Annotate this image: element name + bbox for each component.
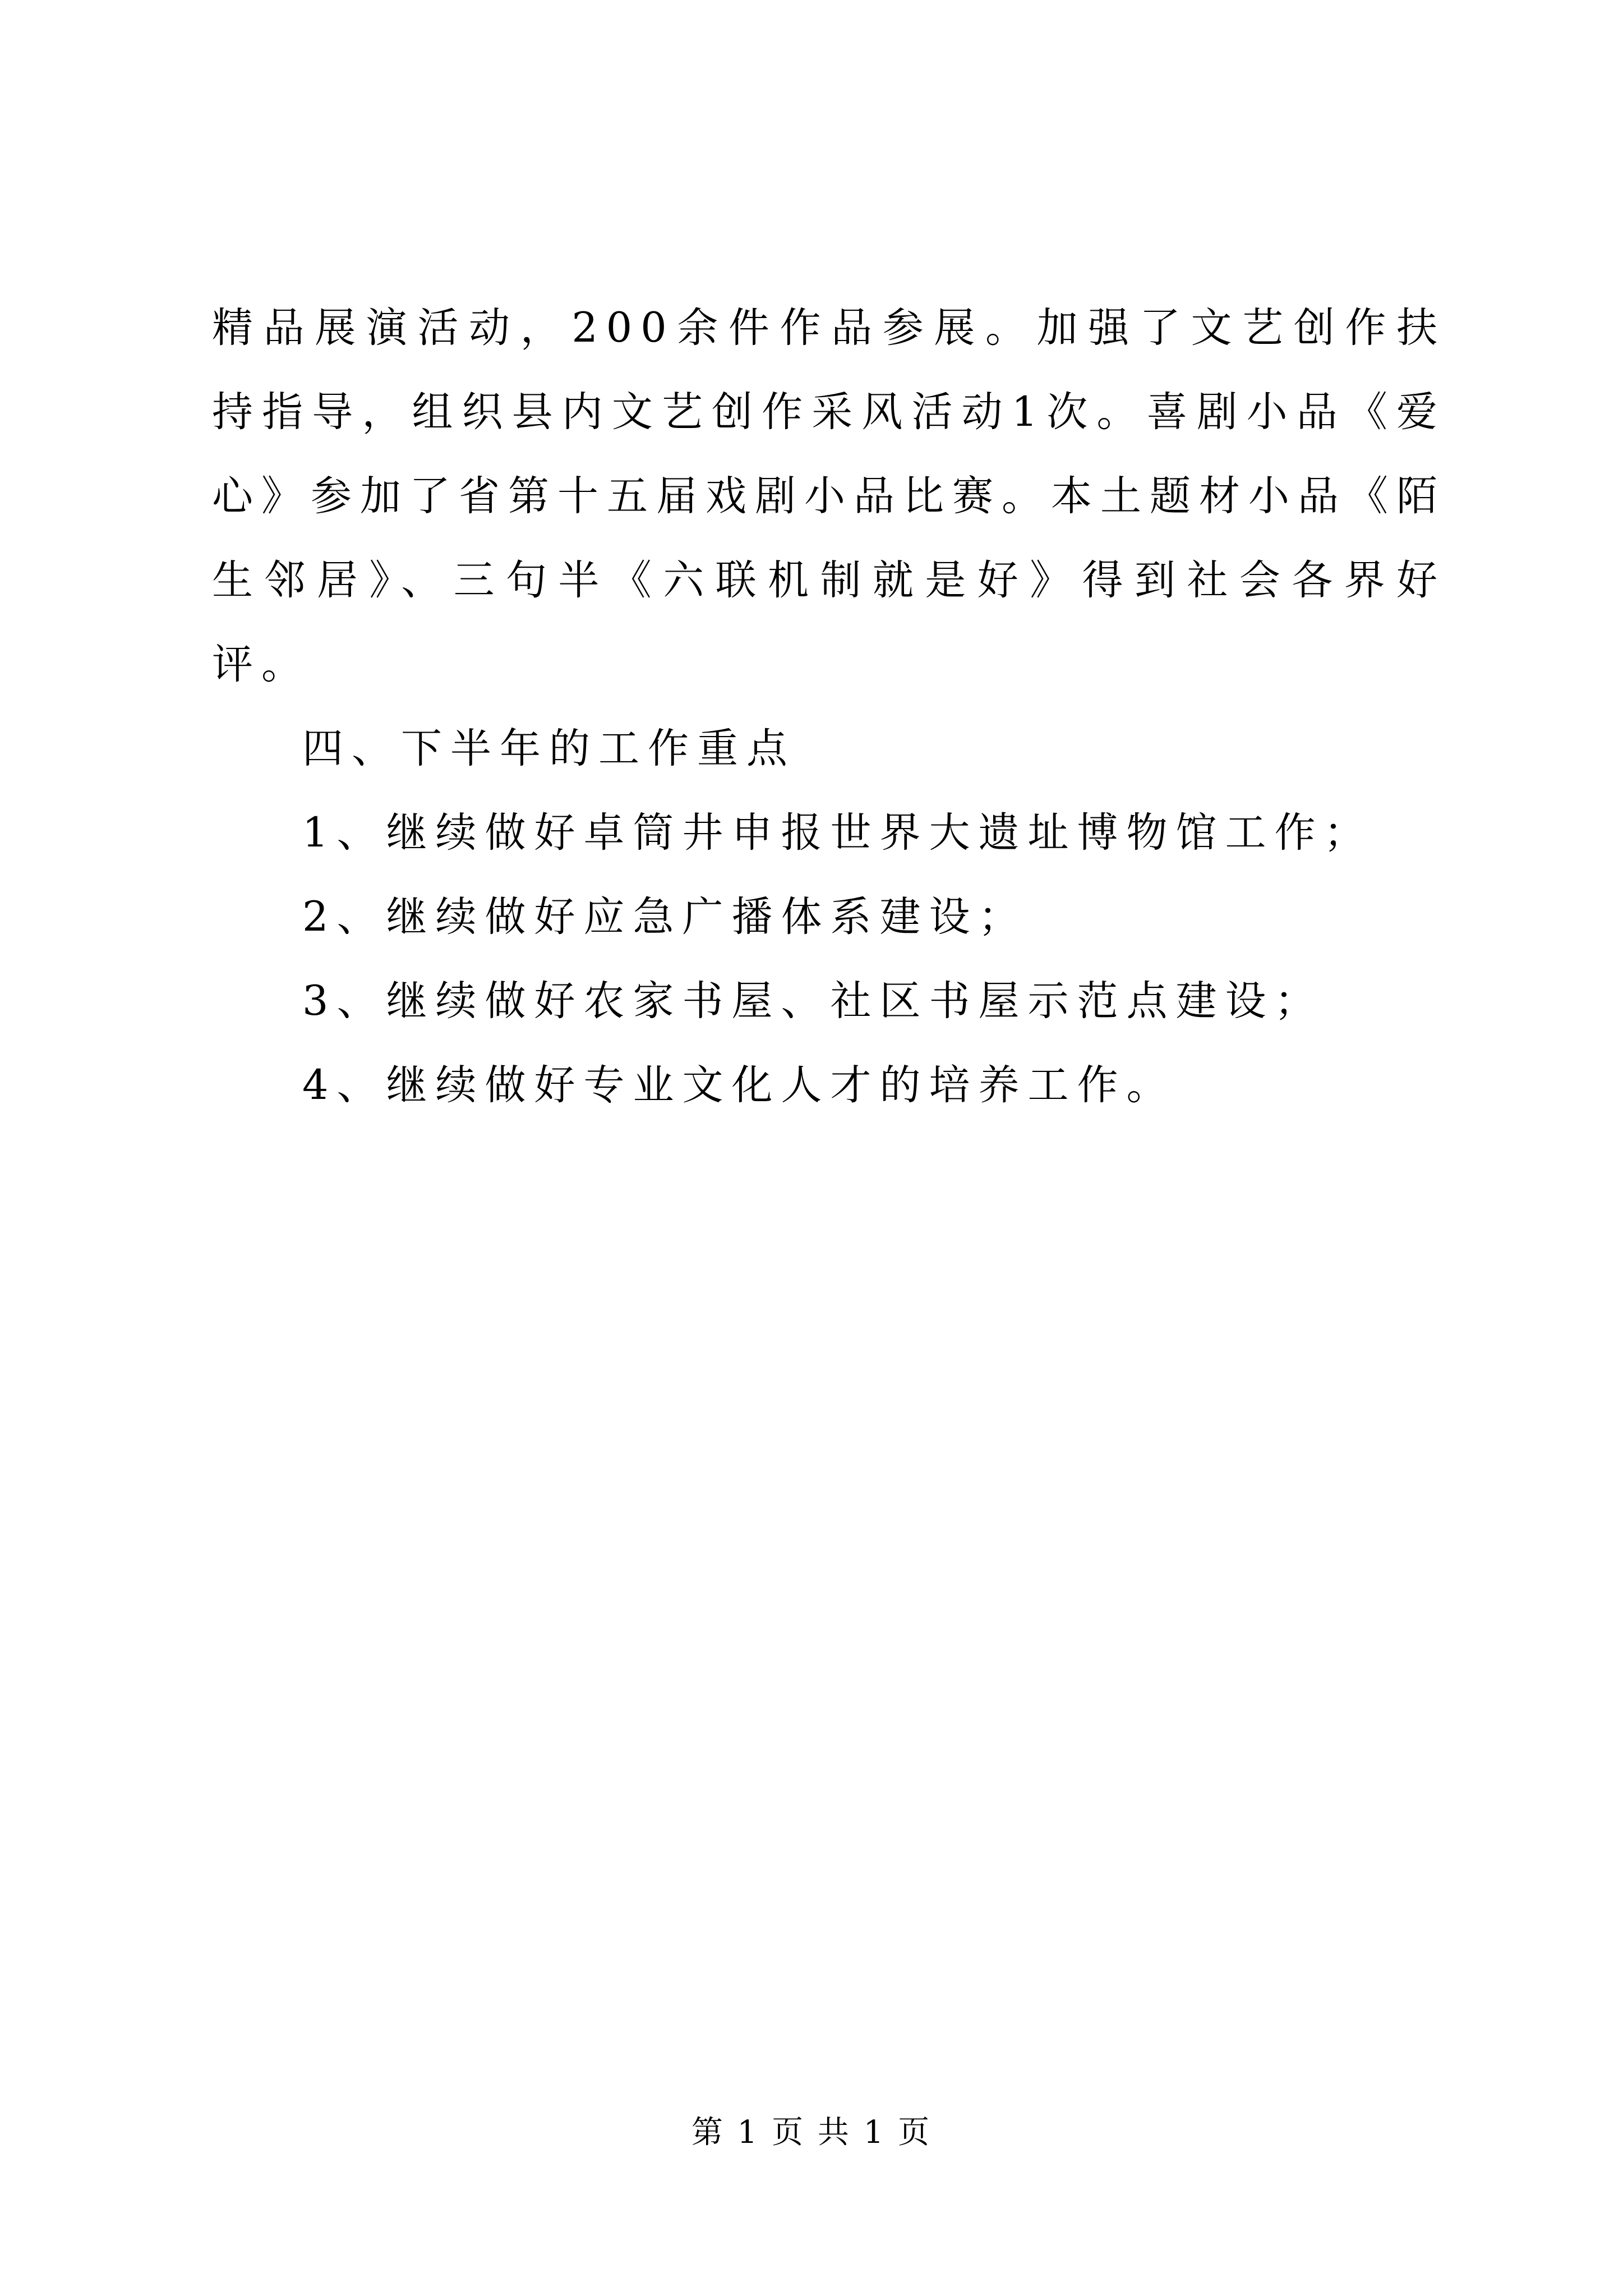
document-body — [212, 286, 1446, 1128]
continued-paragraph: 精品展演活动，200余件作品参展。加强了文艺创作扶持指导，组织县内文艺创作采风活动1次。喜剧小品《爱心》参加了省第十五届戏剧小品比赛。本土题材小品《陌生邻居》、三句半《六联机制就是好》得到社会各界好评。 — [212, 304, 1446, 688]
list-item: 3、继续做好农家书屋、社区书屋示范点建设； — [302, 977, 1324, 1025]
list-item: 2、继续做好应急广播体系建设； — [302, 893, 1028, 941]
page-footer: 第 1 页 共 1 页 — [691, 2114, 932, 2151]
section-heading: 四、下半年的工作重点 — [302, 725, 796, 772]
list-item: 4、继续做好专业文化人才的培养工作。 — [302, 1061, 1176, 1109]
list-item: 1、继续做好卓筒井申报世界大遗址博物馆工作； — [302, 809, 1373, 857]
